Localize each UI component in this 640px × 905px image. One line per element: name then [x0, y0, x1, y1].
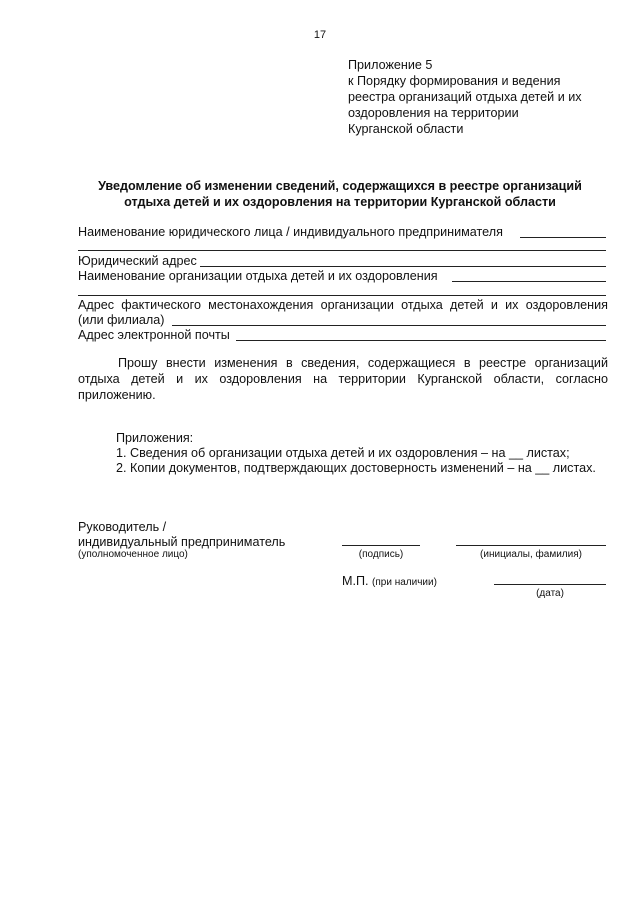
signer-role-note: (уполномоченное лицо): [78, 549, 188, 560]
signature-caption: (подпись): [358, 549, 404, 560]
signature-field[interactable]: [342, 545, 420, 546]
appendix-line: к Порядку формирования и ведения: [348, 74, 561, 88]
stamp-mark: М.П.: [342, 574, 369, 588]
signer-role-line1: Руководитель /: [78, 520, 167, 534]
email-label: Адрес электронной почты: [78, 328, 230, 342]
appendix-header: [348, 57, 608, 137]
legal-address-field[interactable]: [200, 266, 606, 267]
name-field[interactable]: [456, 545, 606, 546]
actual-address-field[interactable]: [172, 325, 606, 326]
org-name-field-cont[interactable]: [78, 295, 606, 296]
appendix-line: Приложение 5: [348, 58, 433, 72]
attachment-item-2: 2. Копии документов, подтверждающих достоверность изменений – на __ листах.: [116, 461, 596, 475]
document-title-line2: отдыха детей и их оздоровления на территории Курганской области: [124, 195, 556, 209]
branch-label: (или филиала): [78, 313, 165, 327]
legal-address-label: Юридический адрес: [78, 254, 197, 268]
name-caption: (инициалы, фамилия): [480, 549, 582, 560]
appendix-line: реестра организаций отдыха детей и их: [348, 90, 582, 104]
legal-name-label: Наименование юридического лица / индивидуального предпринимателя: [78, 225, 503, 239]
actual-address-label: Адрес фактического местонахождения организации отдыха детей и их оздоровления: [78, 298, 608, 312]
org-name-label: Наименование организации отдыха детей и их оздоровления: [78, 269, 438, 283]
legal-name-field-cont[interactable]: [78, 250, 606, 251]
request-paragraph: Прошу внести изменения в сведения, содержащиеся в реестре организаций отдыха детей и их оздоровления на территории Курганской области, согласно приложению.: [78, 356, 608, 402]
attachments-heading: Приложения:: [116, 431, 194, 445]
stamp-note: (при наличии): [372, 577, 437, 588]
document-title-line1: Уведомление об изменении сведений, содержащихся в реестре организаций: [98, 179, 582, 193]
org-name-field[interactable]: [452, 281, 606, 282]
date-caption: (дата): [536, 588, 564, 599]
signer-role-line2: индивидуальный предприниматель: [78, 535, 286, 549]
stamp-label: [342, 573, 437, 589]
attachment-item-1: 1. Сведения об организации отдыха детей и их оздоровления – на __ листах;: [116, 446, 570, 460]
appendix-line: Курганской области: [348, 122, 464, 136]
page-number: 17: [313, 29, 327, 41]
email-field[interactable]: [236, 340, 606, 341]
appendix-line: оздоровления на территории: [348, 106, 519, 120]
date-field[interactable]: [494, 584, 606, 585]
legal-name-field[interactable]: [520, 237, 606, 238]
